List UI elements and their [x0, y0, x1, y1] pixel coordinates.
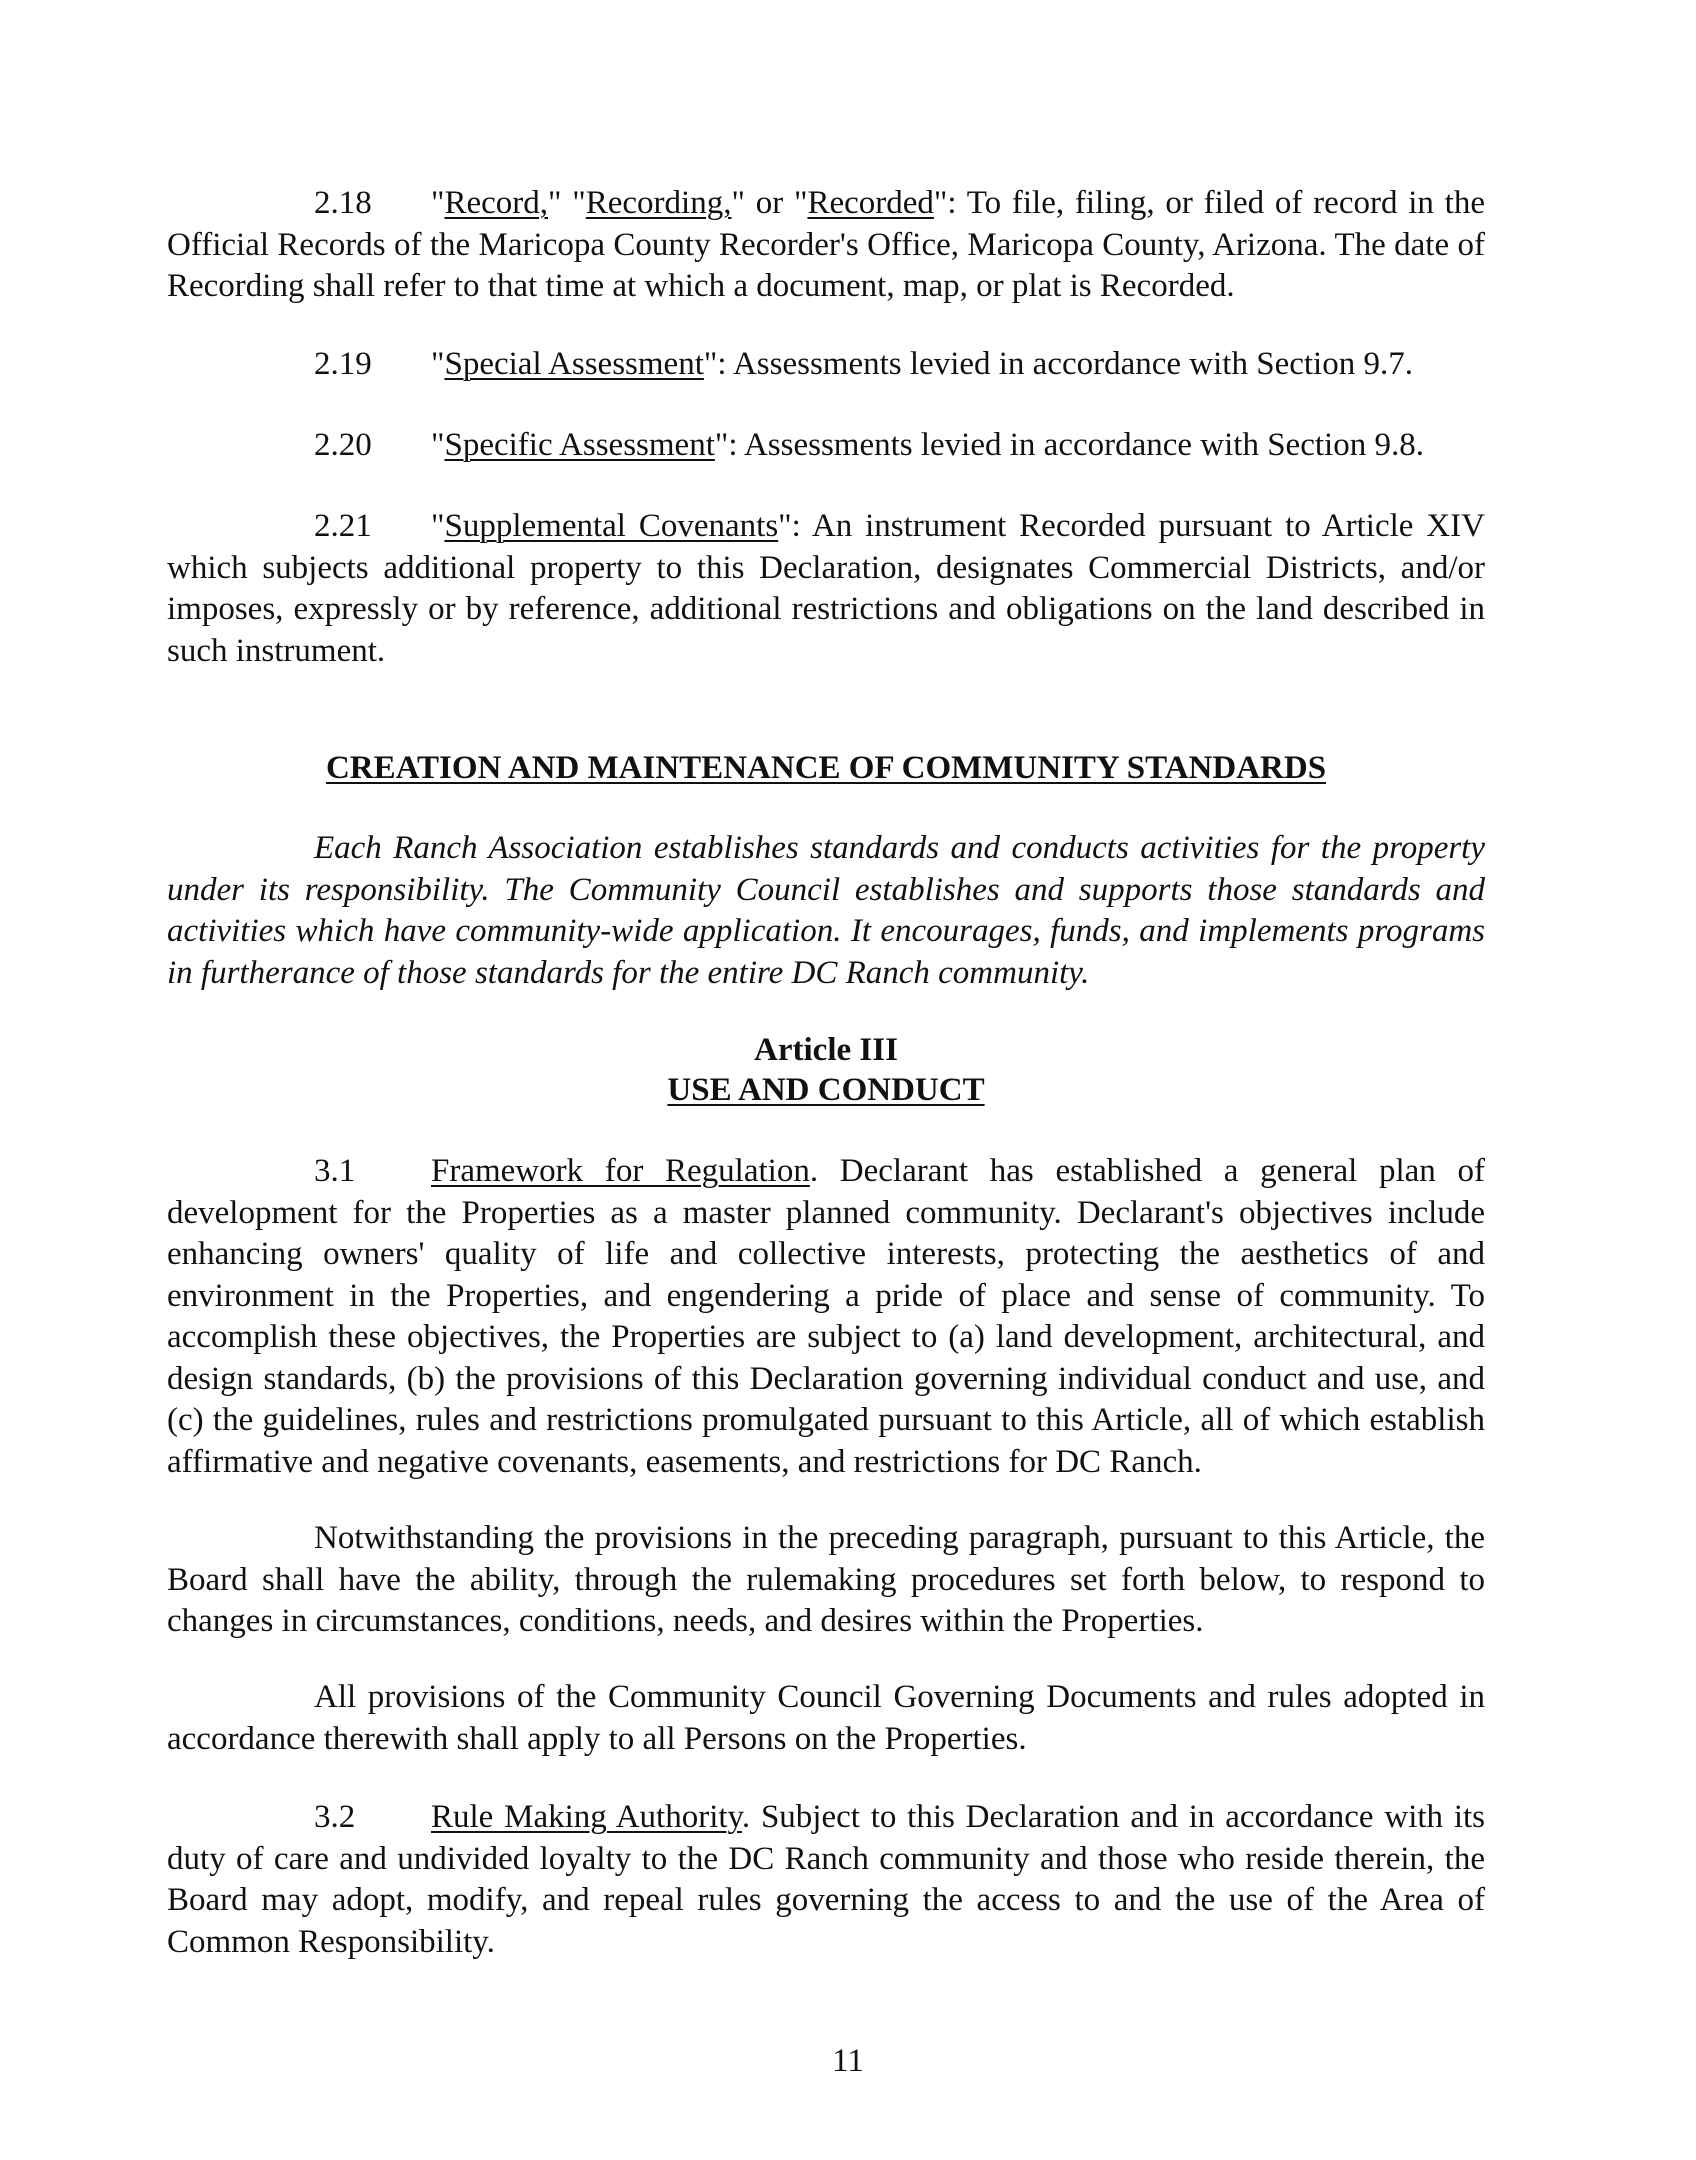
section-text: . Declarant has established a general plan of development for the Properties as a master planned community. Declarant's objectives include enhancing owners' quality of life and collective interests, protecting the aesthetics of and environment in the Properties, and engendering a pride of place and sense of community. To accomplish these objectives, the Properties are subject to (a) land development, architectural, and design standards, (b) the provisions of this Declaration governing individual conduct and use, and (c) the guidelines, rules and restrictions promulgated pursuant to this Article, all of which establish affirmative and negative covenants, easements, and restrictions for DC Ranch.	[167, 1153, 1485, 1480]
section-3-2	[167, 1797, 1485, 1963]
section-number: 2.21	[314, 508, 372, 544]
page-number: 11	[832, 2043, 864, 2079]
defined-term: Record,	[444, 185, 549, 221]
section-number: 3.2	[314, 1799, 356, 1835]
article-title: USE AND CONDUCT	[667, 1072, 985, 1108]
section-2-21: 2.21 "Supplemental Covenants": An instrument Recorded pursuant to Article XIV which subjects additional property to this Declaration, designates Commercial Districts, and/or imposes, expressly or by reference, additional restrictions and obligations on the land described in such instrument.	[167, 508, 1485, 669]
section-number: 2.19	[314, 346, 372, 382]
definition-text: ": Assessments levied in accordance with Section 9.7.	[703, 346, 1413, 382]
section-number: 3.1	[314, 1153, 356, 1189]
section-3-1	[167, 1151, 1485, 1483]
section-2-19: 2.19 "Special Assessment": Assessments levied in accordance with Section 9.7.	[167, 344, 1485, 386]
section-number: 2.20	[314, 427, 372, 463]
section-2-20: 2.20 "Specific Assessment": Assessments levied in accordance with Section 9.8.	[167, 425, 1485, 467]
section-3-1-paragraph-2: Notwithstanding the provisions in the preceding paragraph, pursuant to this Article, the Board shall have the ability, through the rulemaking procedures set forth below, to respond to changes in circumstances, conditions, needs, and desires within the Properties.	[167, 1520, 1485, 1639]
defined-term: Special Assessment	[444, 346, 704, 382]
defined-term: Recorded	[807, 185, 934, 221]
section-title: Rule Making Authority	[431, 1799, 742, 1835]
defined-term: Specific Assessment	[444, 427, 715, 463]
community-standards-heading: CREATION AND MAINTENANCE OF COMMUNITY STANDARDS	[325, 750, 1327, 786]
section-text: . Subject to this Declaration and in accordance with its duty of care and undivided loyalty to the DC Ranch community and those who reside therein, the Board may adopt, modify, and repeal rules governing the access to and the use of the Area of Common Responsibility.	[167, 1799, 1485, 1960]
community-standards-intro: Each Ranch Association establishes standards and conducts activities for the property under its responsibility. The Community Council establishes and supports those standards and activities which have community-wide application. It encourages, funds, and implements programs in furtherance of those standards for the entire DC Ranch community.	[167, 830, 1485, 991]
defined-term: Recording,	[585, 185, 732, 221]
definition-text: ": To file, filing, or filed of record in the Official Records of the Maricopa County Recorder's Office, Maricopa County, Arizona. The date of Recording shall refer to that time at which a document, map, or plat is Recorded.	[167, 185, 1485, 304]
section-3-1-paragraph-3: All provisions of the Community Council Governing Documents and rules adopted in accordance therewith shall apply to all Persons on the Properties.	[167, 1679, 1485, 1757]
section-title: Framework for Regulation	[431, 1153, 810, 1189]
definition-text: ": An instrument Recorded pursuant to Article XIV which subjects additional property to this Declaration, designates Commercial Districts, and/or imposes, expressly or by reference, additional restrictions and obligations on the land described in such instrument.	[167, 508, 1485, 669]
section-number: 2.18	[314, 185, 372, 221]
article-label: Article III	[754, 1032, 898, 1068]
defined-term: Supplemental Covenants	[444, 508, 779, 544]
section-2-18: 2.18 "Record," "Recording," or "Recorded": To file, filing, or filed of record in the Official Records of the Maricopa County Recorder's Office, Maricopa County, Arizona. The date of Recording shall refer to that time at which a document, map, or plat is Recorded.	[167, 185, 1485, 304]
definition-text: ": Assessments levied in accordance with Section 9.8.	[714, 427, 1424, 463]
